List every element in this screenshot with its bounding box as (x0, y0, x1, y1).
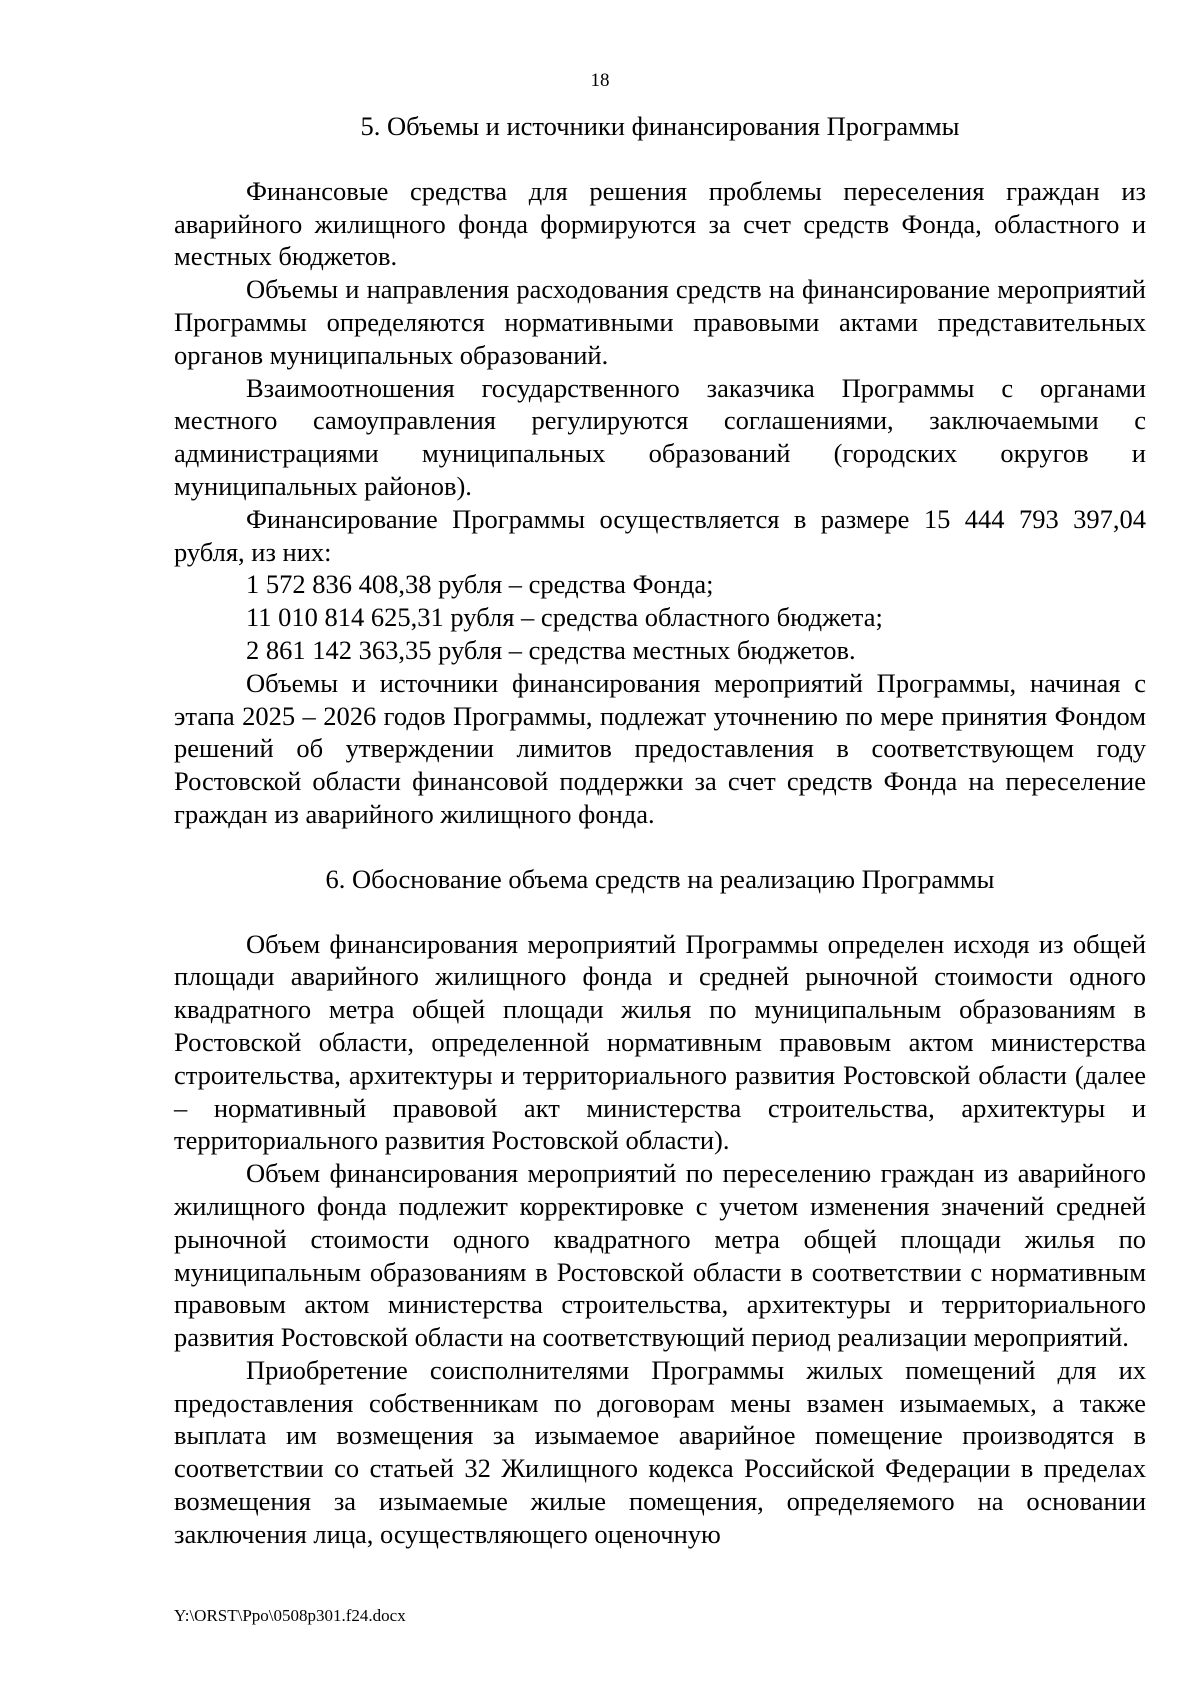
funding-item-regional: 11 010 814 625,31 рубля – средства областного бюджета; (246, 602, 883, 633)
paragraph: Финансирование Программы осуществляется в размере 15 444 793 397,04 рубля, из них: (174, 503, 1146, 567)
file-path-footer: Y:\ORST\Ppo\0508p301.f24.docx (174, 1606, 406, 1625)
paragraph: Объемы и источники финансирования мероприятий Программы, начиная с этапа 2025 – 2026 годов Программы, подлежат уточнению по мере принятия Фондом решений об утверждении лимитов предоставления в соответствующем году Ростовской области финансовой поддержки за счет средств Фонда на переселение граждан из аварийного жилищного фонда. (174, 667, 1146, 829)
funding-item-fund: 1 572 836 408,38 рубля – средства Фонда; (246, 569, 714, 600)
paragraph: Взаимоотношения государственного заказчика Программы с органами местного самоуправления регулируются соглашениями, заключаемыми с администрациями муниципальных образований (городских округов и муниципальных районов). (174, 372, 1146, 501)
page-number: 18 (590, 70, 610, 91)
funding-item-local: 2 861 142 363,35 рубля – средства местных бюджетов. (246, 634, 856, 665)
paragraph: Приобретение соисполнителями Программы жилых помещений для их предоставления собственникам по договорам мены взамен изымаемых, а также выплата им возмещения за изымаемое аварийное помещение производятся в соответствии со статьей 32 Жилищного кодекса Российской Федерации в пределах возмещения за изымаемые жилые помещения, определяемого на основании заключения лица, осуществляющего оценочную (174, 1354, 1146, 1549)
paragraph: Объем финансирования мероприятий по переселению граждан из аварийного жилищного фонда подлежит корректировке с учетом изменения значений средней рыночной стоимости одного квадратного метра общей площади жилья по муниципальным образованиям в Ростовской области в соответствии с нормативным правовым актом министерства строительства, архитектуры и территориального развития Ростовской области на соответствующий период реализации мероприятий. (174, 1158, 1146, 1353)
section-6-heading: 6. Обоснование объема средств на реализацию Программы (325, 863, 995, 894)
paragraph: Объемы и направления расходования средств на финансирование мероприятий Программы определяются нормативными правовыми актами представительных органов муниципальных образований. (174, 274, 1146, 370)
paragraph: Объем финансирования мероприятий Программы определен исходя из общей площади аварийного жилищного фонда и средней рыночной стоимости одного квадратного метра общей площади жилья по муниципальным образованиям в Ростовской области, определенной нормативным правовым актом министерства строительства, архитектуры и территориального развития Ростовской области (далее – нормативный правовой акт министерства строительства, архитектуры и территориального развития Ростовской области). (174, 928, 1146, 1156)
paragraph: Финансовые средства для решения проблемы переселения граждан из аварийного жилищного фонда формируются за счет средств Фонда, областного и местных бюджетов. (174, 175, 1146, 272)
document-body (174, 110, 1146, 1551)
section-5-heading: 5. Объемы и источники финансирования Программы (360, 111, 960, 141)
